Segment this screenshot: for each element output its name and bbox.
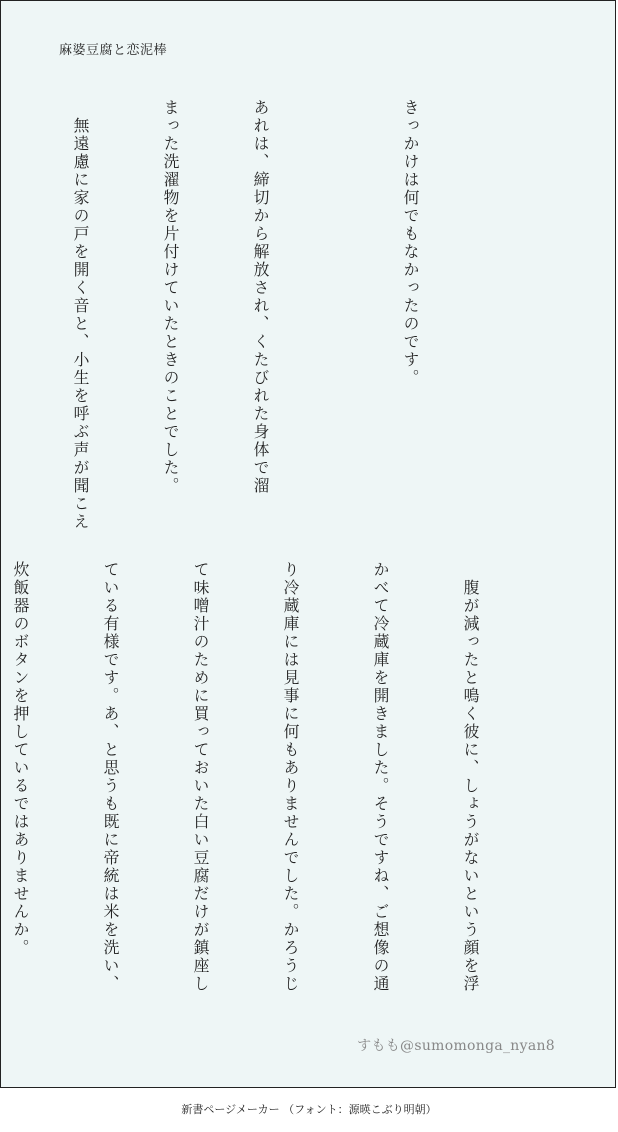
text-line: あれは、締切から解放され、くたびれた身体で溜 [251,99,270,495]
text-line: て味噌汁のために買っておいた白い豆腐だけが鎮座し [191,561,210,993]
text-line: きっかけは何でもなかったのです。 [401,99,420,387]
text-line: 炊飯器のボタンを押しているではありませんか。 [11,561,30,957]
author-credit: すもも@sumomonga_nyan8 [357,1038,555,1054]
text-block-top [0,99,545,539]
text-line: 腹が減ったと鳴く彼に、しょうがないという顔を浮 [461,561,480,993]
text-line: かべて冷蔵庫を開きました。そうですね、ご想像の通 [371,561,390,993]
story-title: 麻婆豆腐と恋泥棒 [59,43,168,58]
text-block-bottom [0,561,545,1001]
text-line [0,99,5,539]
text-line: り冷蔵庫には見事に何もありませんでした。かろうじ [281,561,300,993]
text-line: ている有様です。あ、と思うも既に帝統は米を洗い、 [101,561,120,993]
text-line: まった洗濯物を片付けていたときのことでした。 [161,99,180,495]
text-line: 無遠慮に家の戸を開く音と、小生を呼ぶ声が聞こえ [71,99,90,531]
generator-footer: 新書ページメーカー （フォント：源暎こぶり明朝） [181,1103,437,1116]
